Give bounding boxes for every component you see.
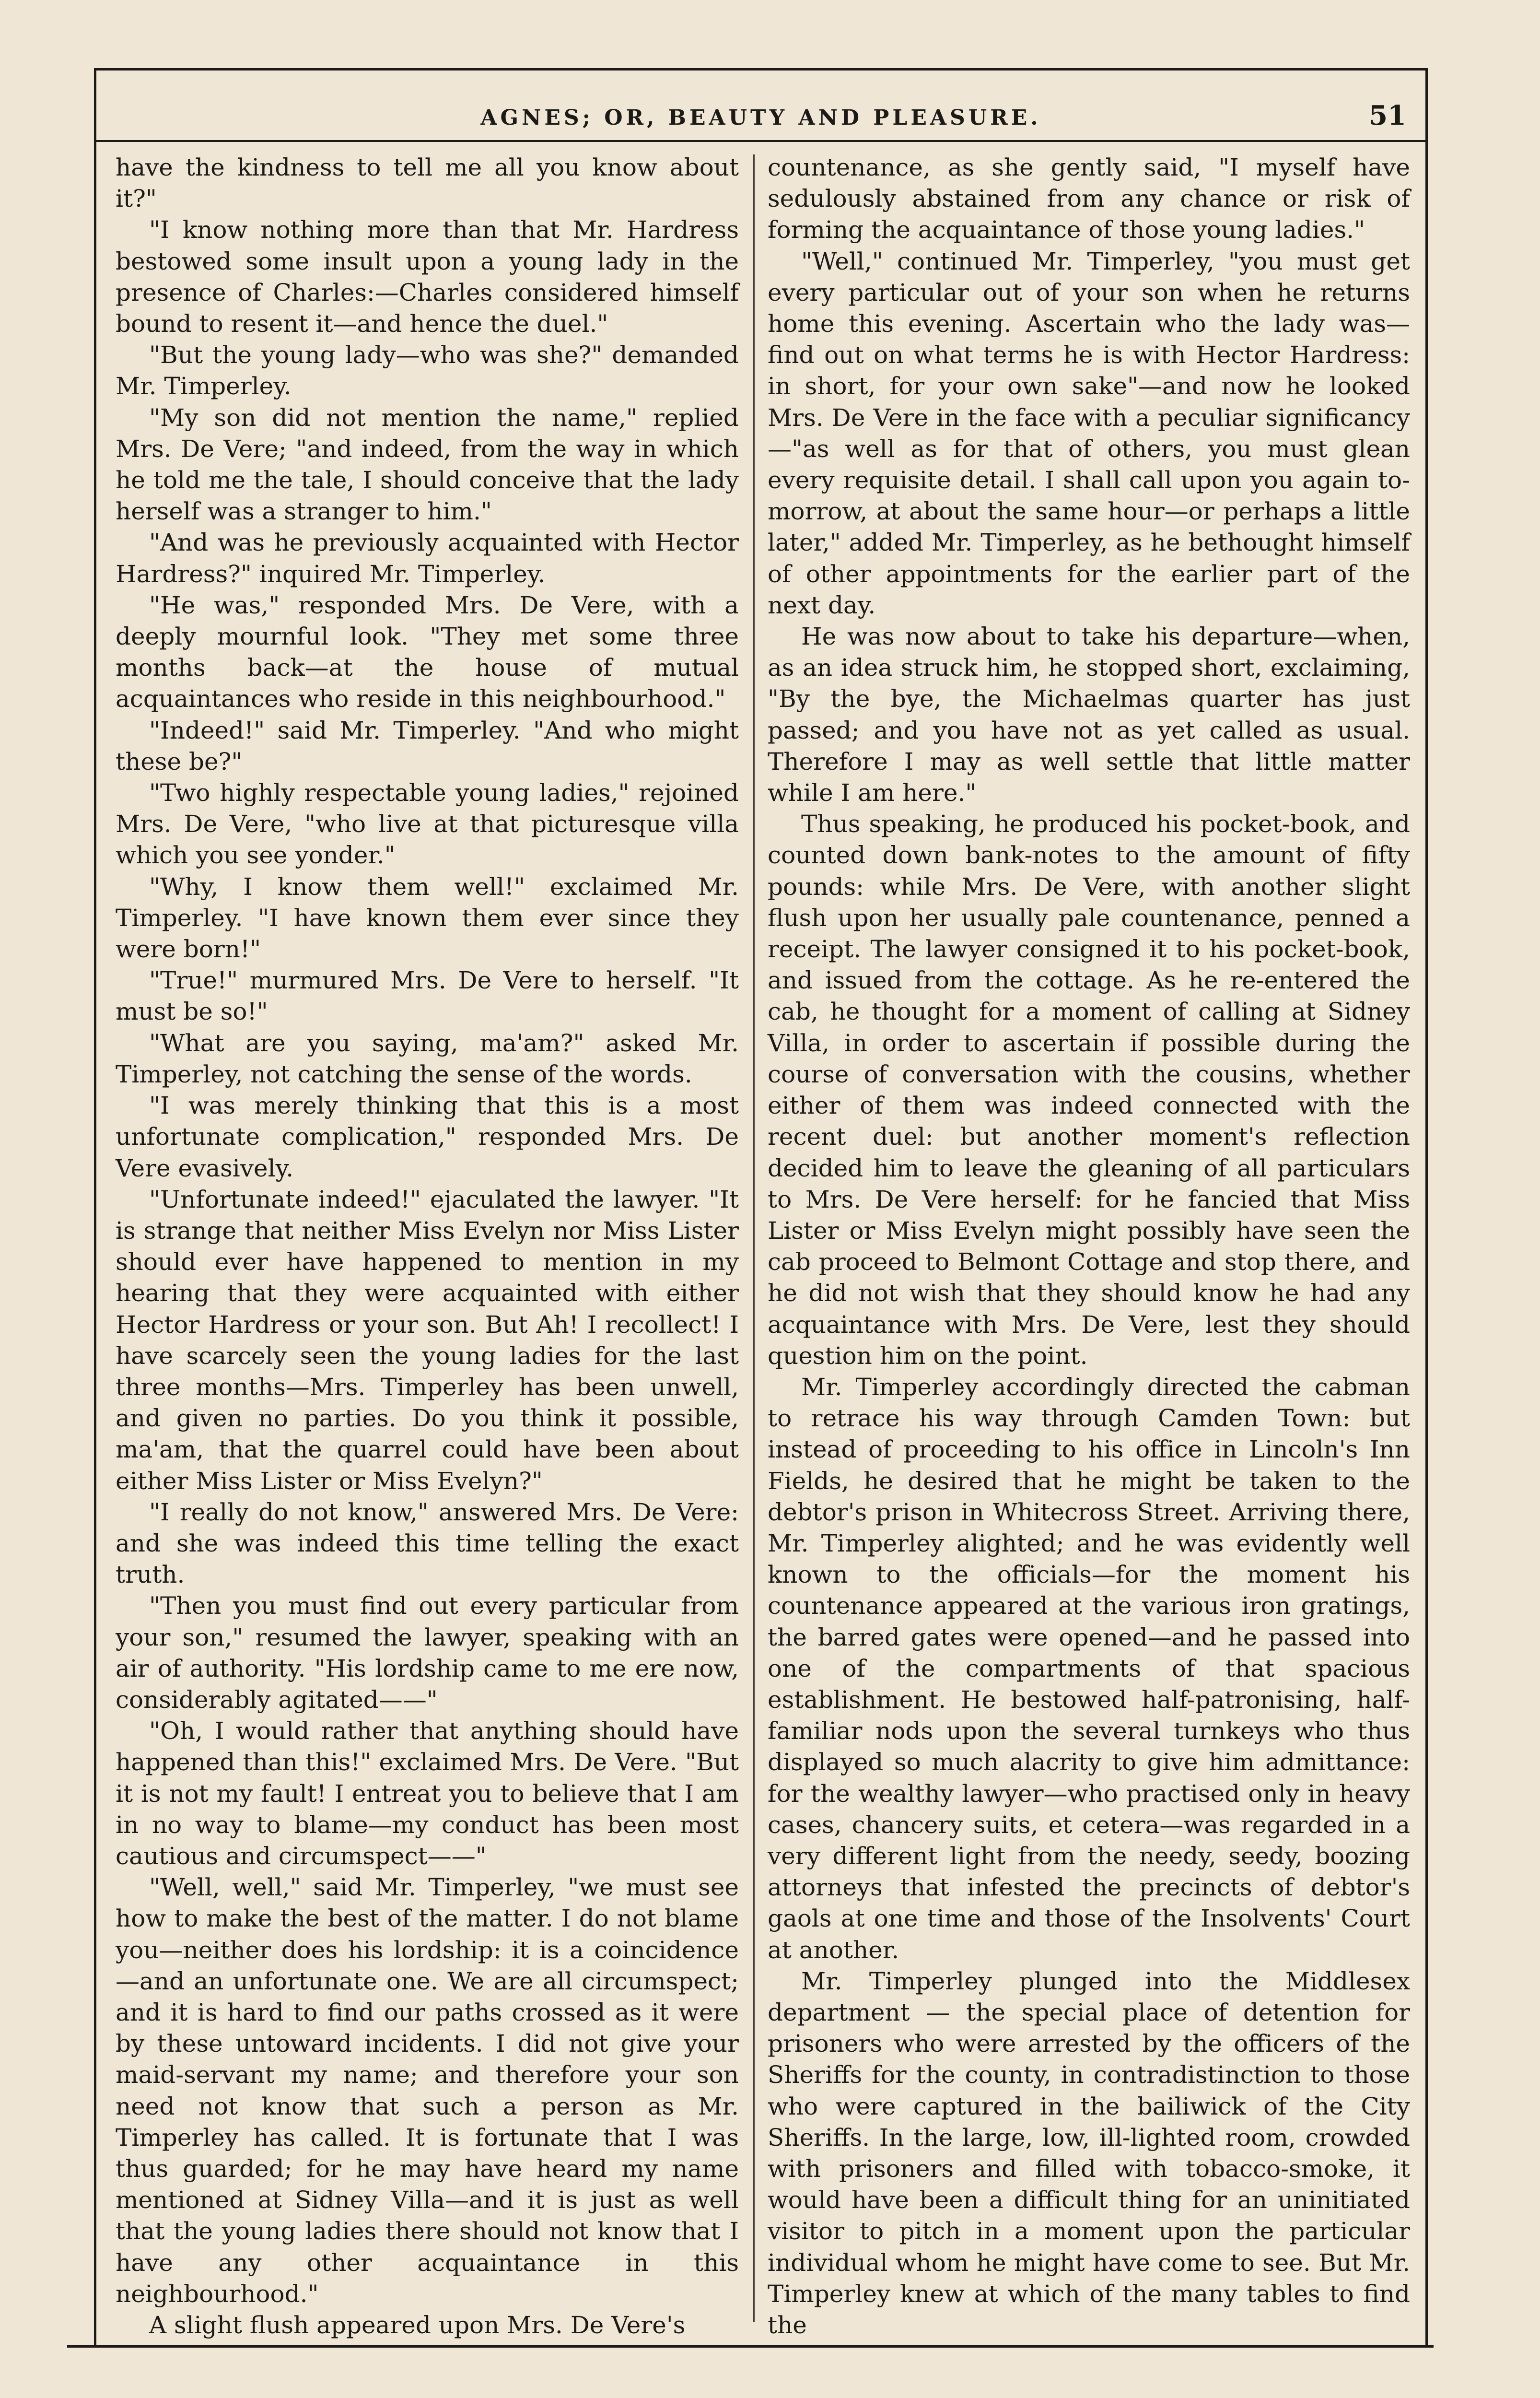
paragraph: Mr. Timperley accordingly directed the cabman to retrace his way through Camden Town: but instead of proceeding to his office in Lincoln's Inn Fields, he desired that he might be taken to the debtor's prison in Whitecross Street. Arriving there, Mr. Timperley alighted; and he was evidently well known to the officials—for the moment his countenance appeared at the various iron gratings, the barred gates were opened—and he passed into one of the compartments of that spacious establishment. He bestowed half-patronising, half-familiar nods upon the several turnkeys who thus displayed so much alacrity to give him admittance: for the wealthy lawyer—who practised only in heavy cases, chancery suits, et cetera—was regarded in a very different light from the needy, seedy, boozing attorneys that infested the precincts of debtor's gaols at one time and those of the Insolvents' Court at another. (768, 1373, 1410, 1964)
paragraph: "Why, I know them well!" exclaimed Mr. Timperley. "I have known them ever since they were born!" (116, 872, 739, 964)
paragraph: Mr. Timperley plunged into the Middlesex department — the special place of detention for prisoners who were arrested by the officers of the Sheriffs for the county, in contradistinction to those who were captured in the bailiwick of the City Sheriffs. In the large, low, ill-lighted room, crowded with prisoners and filled with tobacco-smoke, it would have been a difficult thing for an uninitiated visitor to pitch in a moment upon the particular individual whom he might have come to see. But Mr. Timperley knew at which of the many tables to find the (768, 1967, 1410, 2339)
paragraph: "And was he previously acquainted with Hector Hardress?" inquired Mr. Timperley. (116, 529, 739, 588)
paragraph: "Well," continued Mr. Timperley, "you must get every particular out of your son when he returns home this evening. Ascertain who the lady was—find out on what terms he is with Hector Hardress: in short, for your own sake"—and now he looked Mrs. De Vere in the face with a peculiar significancy—"as well as for that of others, you must glean every requisite detail. I shall call upon you again to-morrow, at about the same hour—or perhaps a little later," added Mr. Timperley, as he bethought himself of other appointments for the earlier part of the next day. (768, 247, 1410, 619)
paragraph: "True!" murmured Mrs. De Vere to herself. "It must be so!" (116, 966, 739, 1026)
left-column (116, 152, 739, 2341)
paragraph: "Two highly respectable young ladies," rejoined Mrs. De Vere, "who live at that picturesque villa which you see yonder." (116, 779, 739, 870)
paragraph: "My son did not mention the name," replied Mrs. De Vere; "and indeed, from the way in which he told me the tale, I should conceive that the lady herself was a stranger to him." (116, 403, 739, 526)
paragraph: "Indeed!" said Mr. Timperley. "And who might these be?" (116, 716, 739, 776)
paragraph: "Unfortunate indeed!" ejaculated the lawyer. "It is strange that neither Miss Evelyn nor Miss Lister should ever have happened to mention in my hearing that they were acquainted with either Hector Hardress or your son. But Ah! I recollect! I have scarcely seen the young ladies for the last three months—Mrs. Timperley has been unwell, and given no parties. Do you think it possible, ma'am, that the quarrel could have been about either Miss Lister or Miss Evelyn?" (116, 1185, 739, 1495)
paragraph: "Then you must find out every particular from your son," resumed the lawyer, speaking with an air of authority. "His lordship came to me ere now, considerably agitated——" (116, 1592, 739, 1714)
paragraph: Thus speaking, he produced his pocket-book, and counted down bank-notes to the amount of fifty pounds: while Mrs. De Vere, with another slight flush upon her usually pale countenance, penned a receipt. The lawyer consigned it to his pocket-book, and issued from the cottage. As he re-entered the cab, he thought for a moment of calling at Sidney Villa, in order to ascertain if possible during the course of conversation with the cousins, whether either of them was indeed connected with the recent duel: but another moment's reflection decided him to leave the gleaning of all particulars to Mrs. De Vere herself: for he fancied that Miss Lister or Miss Evelyn might possibly have seen the cab proceed to Belmont Cottage and stop there, and he did not wish that they should know he had any acquaintance with Mrs. De Vere, lest they should question him on the point. (768, 810, 1410, 1370)
page-number: 51 (1369, 100, 1406, 131)
paragraph: A slight flush appeared upon Mrs. De Vere's (149, 2311, 686, 2339)
paragraph: "I know nothing more than that Mr. Hardress bestowed some insult upon a young lady in the presence of Charles:—Charles considered himself bound to resent it—and hence the duel." (116, 216, 739, 338)
paragraph: "I was merely thinking that this is a most unfortunate complication," responded Mrs. De Vere evasively. (116, 1092, 739, 1182)
running-title: AGNES; OR, BEAUTY AND PLEASURE. (480, 106, 1041, 130)
paragraph: "Well, well," said Mr. Timperley, "we must see how to make the best of the matter. I do not blame you—neither does his lordship: it is a coincidence—and an unfortunate one. We are all circumspect; and it is hard to find our paths crossed as it were by these untoward incidents. I did not give your maid-servant my name; and therefore your son need not know that such a person as Mr. Timperley has called. It is fortunate that I was thus guarded; for he may have heard my name mentioned at Sidney Villa—and it is just as well that the young ladies there should not know that I have any other acquaintance in this neighbourhood." (116, 1873, 739, 2308)
paragraph: countenance, as she gently said, "I myself have sedulously abstained from any chance or risk of forming the acquaintance of those young ladies." (768, 153, 1410, 244)
paragraph: "What are you saying, ma'am?" asked Mr. Timperley, not catching the sense of the words. (116, 1029, 739, 1088)
paragraph: He was now about to take his departure—when, as an idea struck him, he stopped short, exclaiming, "By the bye, the Michaelmas quarter has just passed; and you have not as yet called as usual. Therefore I may as well settle that little matter while I am here." (768, 623, 1410, 807)
page-frame (94, 68, 1428, 2346)
paragraph: have the kindness to tell me all you know about it?" (116, 153, 739, 213)
page-header (96, 97, 1425, 142)
paragraph: "Oh, I would rather that anything should have happened than this!" exclaimed Mrs. De Vere. "But it is not my fault! I entreat you to believe that I am in no way to blame—my conduct has been most cautious and circumspect——" (116, 1717, 739, 1870)
right-column (768, 152, 1410, 2341)
paragraph: "I really do not know," answered Mrs. De Vere: and she was indeed this time telling the exact truth. (116, 1498, 739, 1589)
column-divider (753, 154, 755, 2322)
paragraph: "But the young lady—who was she?" demanded Mr. Timperley. (116, 341, 739, 400)
frame-bottom-rule (67, 2345, 1434, 2348)
paragraph: "He was," responded Mrs. De Vere, with a deeply mournful look. "They met some three months back—at the house of mutual acquaintances who reside in this neighbourhood." (116, 591, 739, 713)
